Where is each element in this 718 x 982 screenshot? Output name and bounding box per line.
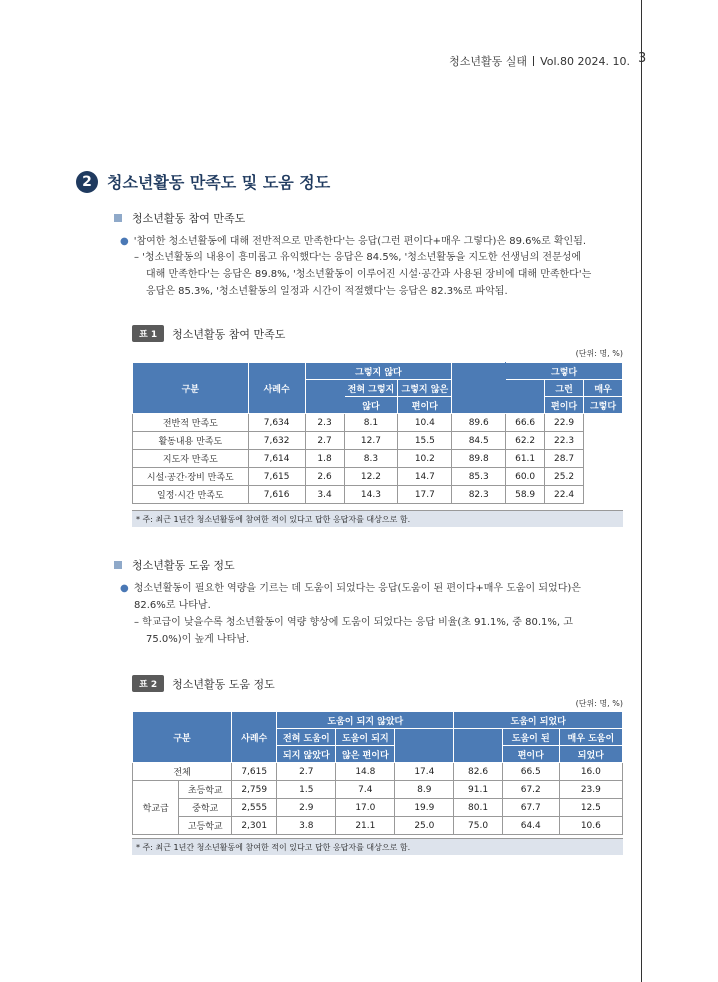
table-cell: 80.1 xyxy=(454,799,502,817)
square-bullet-icon xyxy=(114,214,122,222)
table-cell: 19.9 xyxy=(395,799,454,817)
table-cell: 75.0 xyxy=(454,817,502,835)
table-row xyxy=(133,799,623,817)
table-cell: 64.4 xyxy=(502,817,559,835)
header-divider xyxy=(533,56,534,66)
header-not-at-all: 전혀 도움이 xyxy=(277,729,336,746)
page-edge-line xyxy=(641,0,642,982)
table-unit: (단위: 명, %) xyxy=(575,699,623,708)
table-cell: 22.3 xyxy=(545,432,584,450)
detail-line: 75.0%)이 높게 나타남. xyxy=(146,634,250,645)
subsection-title: 청소년활동 도움 정도 xyxy=(132,559,235,572)
subsection-heading xyxy=(114,557,235,573)
table-cell: 23.9 xyxy=(559,781,622,799)
detail-line: 대해 만족한다'는 응답은 89.8%, '청소년활동이 이루어진 시설·공간과 사용된 장비에 대해 만족한다'는 xyxy=(146,269,592,280)
header-very-yes-2: 되었다 xyxy=(559,746,622,763)
table-cell: 1.8 xyxy=(305,450,344,468)
paragraph-detail xyxy=(134,249,630,300)
table-row xyxy=(133,450,623,468)
header-somewhat-not: 도움이 되지 xyxy=(336,729,395,746)
header-category: 구분 xyxy=(133,363,249,414)
header-negative-group: 도움이 되지 않았다 xyxy=(277,712,454,729)
detail-line: – 학교급이 낮을수록 청소년활동이 역량 향상에 도움이 되었다는 응답 비율(초 91.1%, 중 80.1%, 고 xyxy=(134,617,573,628)
row-label: 지도자 만족도 xyxy=(133,450,249,468)
table-title: 청소년활동 참여 만족도 xyxy=(172,327,286,341)
table-caption xyxy=(132,675,275,692)
table-row xyxy=(133,817,623,835)
dot-bullet-icon: ● xyxy=(120,583,129,594)
table-cell: 7,616 xyxy=(248,486,305,504)
header-spacer xyxy=(305,380,344,414)
table-cell: 25.0 xyxy=(395,817,454,835)
table-cell: 7,632 xyxy=(248,432,305,450)
table-row-total xyxy=(133,763,623,781)
table-cell: 14.7 xyxy=(398,468,452,486)
table-cell: 85.3 xyxy=(452,468,506,486)
table-cell: 21.1 xyxy=(336,817,395,835)
table-cell: 84.5 xyxy=(452,432,506,450)
table-cell: 17.4 xyxy=(395,763,454,781)
header-cases: 사례수 xyxy=(232,712,277,763)
table-caption xyxy=(132,325,285,342)
header-somewhat-yes-2: 편이다 xyxy=(545,397,584,414)
header-positive-group: 그렇다 xyxy=(506,363,623,380)
table-cell: 91.1 xyxy=(454,781,502,799)
bullet-text: '참여한 청소년활동에 대해 전반적으로 만족한다'는 응답(그런 편이다+매우 그렇다)은 89.6%로 확인됨. xyxy=(133,236,587,247)
table-row xyxy=(133,486,623,504)
detail-line: 응답은 85.3%, '청소년활동의 일정과 시간이 적절했다'는 응답은 82.3%로 파악됨. xyxy=(146,286,508,297)
table-row xyxy=(133,781,623,799)
paragraph-detail xyxy=(134,614,630,648)
section-heading: 청소년활동 만족도 및 도움 정도 xyxy=(107,173,331,192)
table-cell: 25.2 xyxy=(545,468,584,486)
table-cell: 2.9 xyxy=(277,799,336,817)
table-cell: 16.0 xyxy=(559,763,622,781)
paragraph xyxy=(120,580,630,614)
table-cell: 2,759 xyxy=(232,781,277,799)
table-note: * 주: 최근 1년간 청소년활동에 참여한 적이 있다고 답한 응답자를 대상으로 함. xyxy=(132,838,623,855)
header-spacer xyxy=(454,729,502,763)
table-cell: 2,555 xyxy=(232,799,277,817)
table-cell: 12.7 xyxy=(344,432,398,450)
section-title xyxy=(76,170,330,193)
row-label: 일정·시간 만족도 xyxy=(133,486,249,504)
table-cell: 62.2 xyxy=(506,432,545,450)
header-somewhat-yes: 그런 xyxy=(545,380,584,397)
table-cell: 10.6 xyxy=(559,817,622,835)
table-note: * 주: 최근 1년간 청소년활동에 참여한 적이 있다고 답한 응답자를 대상으로 함. xyxy=(132,510,623,527)
table-cell: 2.6 xyxy=(305,468,344,486)
table-cell: 67.2 xyxy=(502,781,559,799)
header-very-yes: 매우 xyxy=(584,380,623,397)
table-row xyxy=(133,468,623,486)
header-cases: 사례수 xyxy=(248,363,305,414)
table-cell: 14.8 xyxy=(336,763,395,781)
table-cell: 7,634 xyxy=(248,414,305,432)
satisfaction-table xyxy=(132,362,623,504)
table-cell: 12.5 xyxy=(559,799,622,817)
table-cell: 15.5 xyxy=(398,432,452,450)
row-label: 시설·공간·장비 만족도 xyxy=(133,468,249,486)
table-cell: 12.2 xyxy=(344,468,398,486)
table-cell: 60.0 xyxy=(506,468,545,486)
header-somewhat-not-2: 편이다 xyxy=(398,397,452,414)
table-cell: 8.9 xyxy=(395,781,454,799)
helpfulness-table xyxy=(132,711,623,835)
table-cell: 3.8 xyxy=(277,817,336,835)
header-volume: Vol.80 2024. 10. xyxy=(540,55,630,68)
bullet-text: 82.6%로 나타남. xyxy=(134,600,211,611)
header-spacer xyxy=(452,363,506,414)
header-spacer xyxy=(395,729,454,763)
table-cell: 17.7 xyxy=(398,486,452,504)
table-tag: 표 2 xyxy=(132,675,164,692)
header-very-yes-2: 그렇다 xyxy=(584,397,623,414)
table-cell: 14.3 xyxy=(344,486,398,504)
row-label: 초등학교 xyxy=(179,781,232,799)
table-cell: 7,614 xyxy=(248,450,305,468)
header-somewhat-yes-2: 편이다 xyxy=(502,746,559,763)
table-cell: 2.7 xyxy=(277,763,336,781)
table-cell: 22.4 xyxy=(545,486,584,504)
square-bullet-icon xyxy=(114,561,122,569)
row-label: 중학교 xyxy=(179,799,232,817)
table-cell: 2.7 xyxy=(305,432,344,450)
table-cell: 58.9 xyxy=(506,486,545,504)
table-cell: 3.4 xyxy=(305,486,344,504)
header-very-yes: 매우 도움이 xyxy=(559,729,622,746)
table-cell: 22.9 xyxy=(545,414,584,432)
table-cell: 89.8 xyxy=(452,450,506,468)
table-cell: 66.6 xyxy=(506,414,545,432)
table-unit: (단위: 명, %) xyxy=(575,349,623,358)
table-row xyxy=(133,414,623,432)
table-cell: 7.4 xyxy=(336,781,395,799)
subsection-heading xyxy=(114,210,245,226)
row-label: 전체 xyxy=(133,763,232,781)
table-cell: 2.3 xyxy=(305,414,344,432)
row-label: 활동내용 만족도 xyxy=(133,432,249,450)
table-cell: 82.3 xyxy=(452,486,506,504)
table-cell: 7,615 xyxy=(248,468,305,486)
table-tag: 표 1 xyxy=(132,325,164,342)
dot-bullet-icon: ● xyxy=(120,236,129,247)
table-cell: 8.1 xyxy=(344,414,398,432)
table-cell: 89.6 xyxy=(452,414,506,432)
header-category: 구분 xyxy=(133,712,232,763)
table-cell: 1.5 xyxy=(277,781,336,799)
table-cell: 17.0 xyxy=(336,799,395,817)
subsection-title: 청소년활동 참여 만족도 xyxy=(132,212,246,225)
row-label: 전반적 만족도 xyxy=(133,414,249,432)
header-not-at-all-2: 되지 않았다 xyxy=(277,746,336,763)
table-cell: 67.7 xyxy=(502,799,559,817)
table-cell: 66.5 xyxy=(502,763,559,781)
table-title: 청소년활동 도움 정도 xyxy=(172,677,275,691)
table-cell: 61.1 xyxy=(506,450,545,468)
section-number-badge: 2 xyxy=(76,171,98,193)
header-not-at-all-2: 않다 xyxy=(344,397,398,414)
table-cell: 10.2 xyxy=(398,450,452,468)
page-number: 3 xyxy=(638,51,647,66)
row-label: 고등학교 xyxy=(179,817,232,835)
table-cell: 10.4 xyxy=(398,414,452,432)
header-positive-group: 도움이 되었다 xyxy=(454,712,623,729)
detail-line: – '청소년활동의 내용이 흥미롭고 유익했다'는 응답은 84.5%, '청소년활동을 지도한 선생님의 전문성에 xyxy=(134,252,582,263)
table-cell: 7,615 xyxy=(232,763,277,781)
table-cell: 8.3 xyxy=(344,450,398,468)
header-negative-group: 그렇지 않다 xyxy=(305,363,452,380)
table-cell: 82.6 xyxy=(454,763,502,781)
bullet-text: 청소년활동이 필요한 역량을 기르는 데 도움이 되었다는 응답(도움이 된 편이다+매우 도움이 되었다)은 xyxy=(133,583,581,594)
group-label: 학교급 xyxy=(133,781,179,835)
header-not-at-all: 전혀 그렇지 xyxy=(344,380,398,397)
table-cell: 2,301 xyxy=(232,817,277,835)
header-spacer xyxy=(506,380,545,414)
table-row xyxy=(133,432,623,450)
table-cell: 28.7 xyxy=(545,450,584,468)
running-header xyxy=(380,53,630,69)
header-somewhat-not: 그렇지 않은 xyxy=(398,380,452,397)
header-title: 청소년활동 실태 xyxy=(449,55,528,68)
header-somewhat-not-2: 않은 편이다 xyxy=(336,746,395,763)
paragraph xyxy=(120,233,630,250)
header-somewhat-yes: 도움이 된 xyxy=(502,729,559,746)
